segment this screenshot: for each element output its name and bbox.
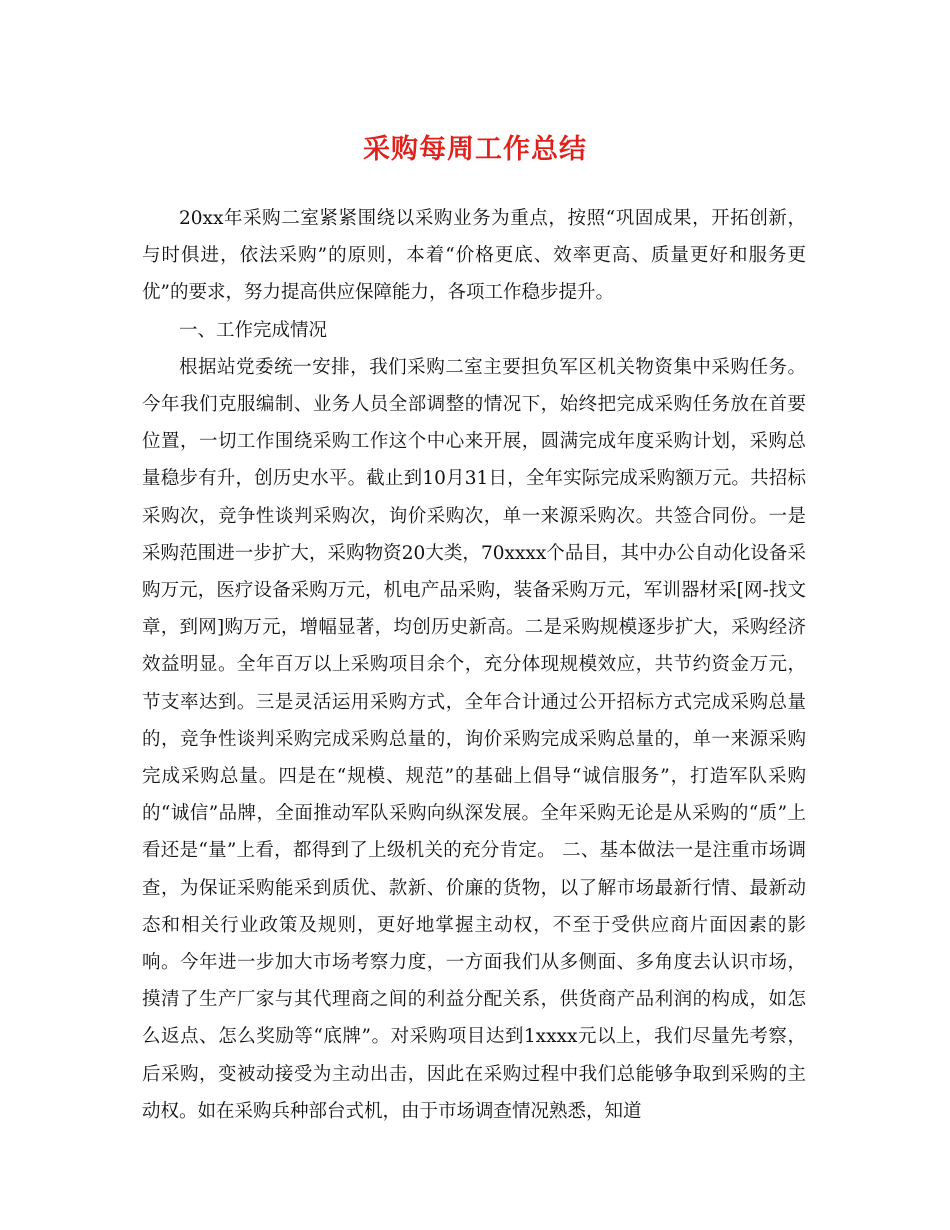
document-body — [142, 200, 806, 1130]
paragraph-main: 根据站党委统一安排，我们采购二室主要担负军区机关物资集中采购任务。今年我们克服编制、业务人员全部调整的情况下，始终把完成采购任务放在首要位置，一切工作围绕采购工作这个中心来开展，圆满完成年度采购计划，采购总量稳步有升，创历史水平。截止到10月31日，全年实际完成采购额万元。共招标采购次，竞争性谈判采购次，询价采购次，单一来源采购次。共签合同份。一是采购范围进一步扩大，采购物资20大类，70xxxx个品目，其中办公自动化设备采购万元，医疗设备采购万元，机电产品采购，装备采购万元，军训器材采[网-找文章，到网]购万元，增幅显著，均创历史新高。二是采购规模逐步扩大，采购经济效益明显。全年百万以上采购项目余个，充分体现规模效应，共节约资金万元，节支率达到。三是灵活运用采购方式，全年合计通过公开招标方式完成采购总量的，竞争性谈判采购完成采购总量的，询价采购完成采购总量的，单一来源采购完成采购总量。四是在“规模、规范”的基础上倡导“诚信服务”，打造军队采购的“诚信”品牌，全面推动军队采购向纵深发展。全年采购无论是从采购的“质”上看还是“量”上看，都得到了上级机关的充分肯定。 二、基本做法一是注重市场调查，为保证采购能采到质优、款新、价廉的货物，以了解市场最新行情、最新动态和相关行业政策及规则，更好地掌握主动权，不至于受供应商片面因素的影响。今年进一步加大市场考察力度，一方面我们从多侧面、多角度去认识市场，摸清了生产厂家与其代理商之间的利益分配关系，供货商产品利润的构成，如怎么返点、怎么奖励等“底牌”。对采购项目达到1xxxx元以上，我们尽量先考察，后采购，变被动接受为主动出击，因此在采购过程中我们总能够争取到采购的主动权。如在采购兵种部台式机，由于市场调查情况熟悉，知道 — [142, 356, 806, 1122]
section-heading: 一、工作完成情况 — [179, 319, 328, 341]
paragraph-intro: 20xx年采购二室紧紧围绕以采购业务为重点，按照“巩固成果，开拓创新，与时俱进，依法采购”的原则，本着“价格更底、效率更高、质量更好和服务更优”的要求，努力提高供应保障能力，各项工作稳步提升。 — [142, 208, 806, 304]
document-title: 采购每周工作总结 — [363, 134, 587, 165]
